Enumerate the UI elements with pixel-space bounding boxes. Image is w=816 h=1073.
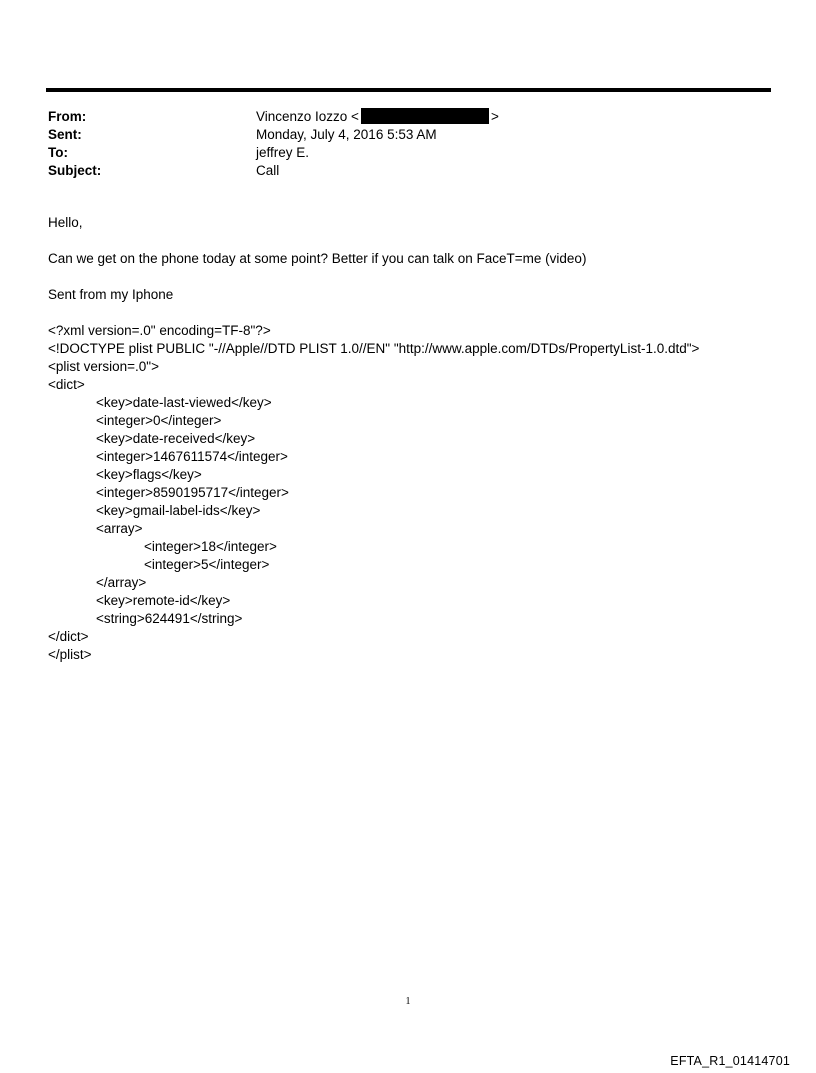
signature: Sent from my Iphone: [48, 287, 174, 302]
from-label: From:: [48, 109, 87, 124]
email-body: [48, 214, 788, 664]
plist-line-plist-open: <plist version=.0">: [48, 359, 159, 374]
plist-line-integer-zero: <integer>0</integer>: [96, 413, 222, 428]
plist-line-key-date-last-viewed: <key>date-last-viewed</key>: [96, 395, 272, 410]
plist-line-plist-close: </plist>: [48, 647, 92, 662]
from-close-bracket: >: [490, 109, 499, 124]
subject-label: Subject:: [48, 163, 102, 178]
to-label: To:: [48, 145, 68, 160]
plist-line-array-open: <array>: [96, 521, 143, 536]
header-divider: [46, 88, 771, 92]
from-row: [48, 108, 748, 126]
plist-line-integer-flags: <integer>8590195717</integer>: [96, 485, 289, 500]
subject-row: [48, 162, 748, 180]
plist-line-key-remote-id: <key>remote-id</key>: [96, 593, 231, 608]
email-header: [48, 108, 748, 180]
plist-line-dict-close: </dict>: [48, 629, 89, 644]
plist-block: [48, 322, 788, 664]
from-value: [256, 108, 748, 126]
to-row: [48, 144, 748, 162]
message-text: Can we get on the phone today at some point? Better if you can talk on FaceT=me (video): [48, 251, 587, 266]
plist-line-integer-18: <integer>18</integer>: [144, 539, 277, 554]
to-value: jeffrey E.: [256, 145, 310, 160]
plist-line-array-close: </array>: [96, 575, 147, 590]
plist-line-integer-5: <integer>5</integer>: [144, 557, 270, 572]
sent-value: Monday, July 4, 2016 5:53 AM: [256, 127, 437, 142]
plist-line-key-gmail-label-ids: <key>gmail-label-ids</key>: [96, 503, 261, 518]
sent-label: Sent:: [48, 127, 82, 142]
greeting: Hello,: [48, 215, 83, 230]
plist-line-key-flags: <key>flags</key>: [96, 467, 202, 482]
document-id: EFTA_R1_01414701: [670, 1054, 790, 1068]
plist-line-key-date-received: <key>date-received</key>: [96, 431, 256, 446]
plist-line-integer-date-received: <integer>1467611574</integer>: [96, 449, 288, 464]
subject-value: Call: [256, 163, 280, 178]
from-name: Vincenzo Iozzo <: [256, 109, 359, 124]
plist-line-string-remote-id: <string>624491</string>: [96, 611, 243, 626]
redaction-block: [361, 108, 489, 124]
plist-line-dict-open: <dict>: [48, 377, 85, 392]
plist-line-doctype: <!DOCTYPE plist PUBLIC "-//Apple//DTD PLIST 1.0//EN" "http://www.apple.com/DTDs/PropertyList-1.0.dtd">: [48, 341, 700, 356]
plist-line-xml-declaration: <?xml version=.0" encoding=TF-8"?>: [48, 323, 271, 338]
sent-row: [48, 126, 748, 144]
page-number: 1: [405, 996, 411, 1007]
